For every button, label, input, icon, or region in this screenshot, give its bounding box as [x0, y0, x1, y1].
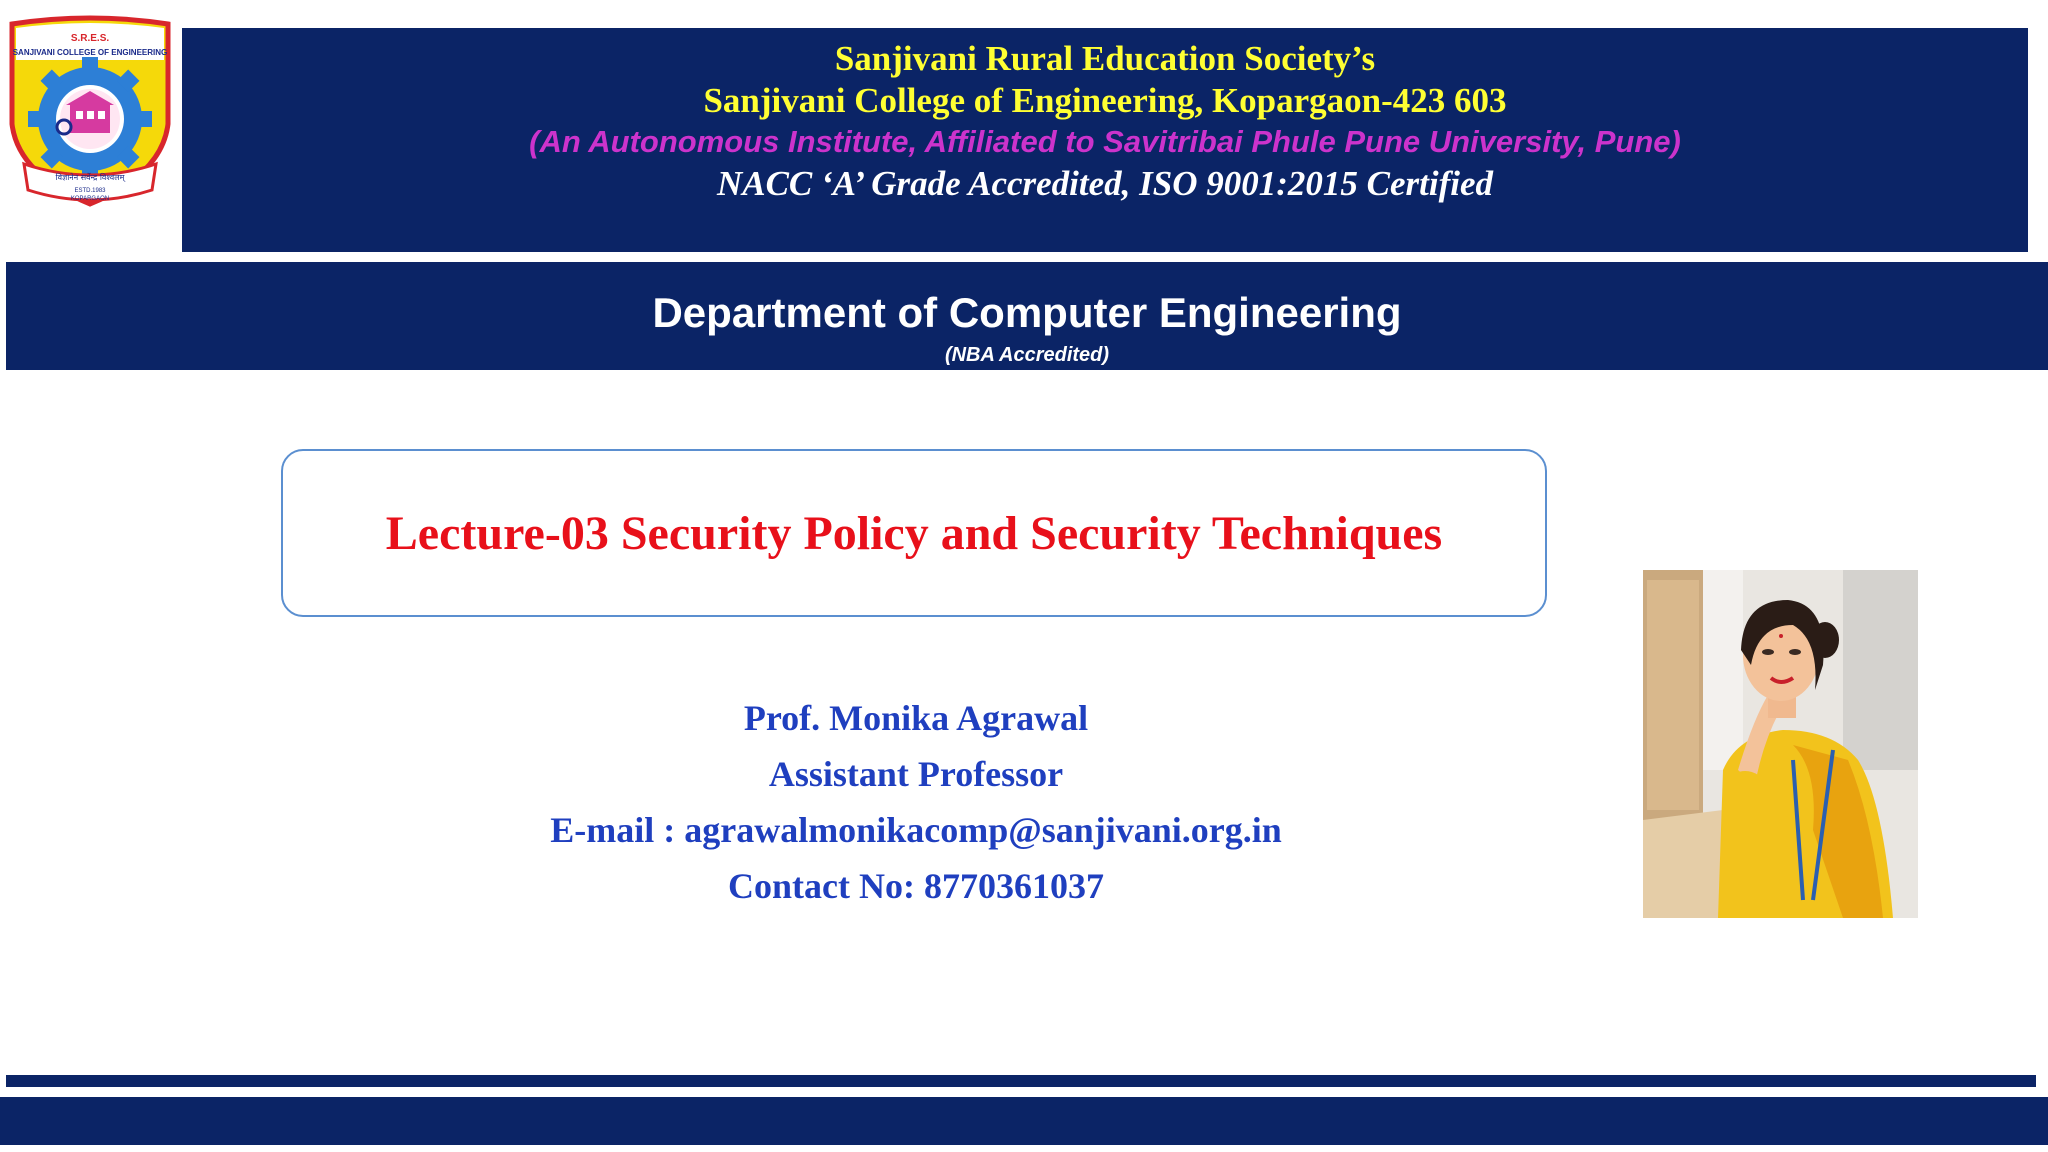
logo-place-text: KOPARGAON — [70, 196, 110, 202]
presenter-email: E-mail : agrawalmonikacomp@sanjivani.org.in — [550, 810, 1282, 850]
presenter-designation: Assistant Professor — [768, 754, 1064, 794]
society-name: Sanjivani Rural Education Society’s — [834, 39, 1376, 78]
college-name: Sanjivani College of Engineering, Kopargaon-423 603 — [703, 81, 1507, 120]
lecture-title-box — [281, 449, 1547, 617]
footer-divider — [6, 1075, 2036, 1087]
presenter-info — [416, 690, 1416, 914]
lecture-title: Lecture-03 Security Policy and Security Techniques — [385, 506, 1443, 560]
presenter-photo — [1643, 570, 1918, 918]
logo-estd-text: ESTD.1983 — [74, 188, 106, 194]
department-title: Department of Computer Engineering — [652, 289, 1402, 336]
affiliation-text: (An Autonomous Institute, Affiliated to Savitribai Phule Pune University, Pune) — [529, 124, 1681, 159]
accreditation-text: NACC ‘A’ Grade Accredited, ISO 9001:2015 Certified — [716, 164, 1494, 203]
header-banner — [182, 28, 2028, 252]
department-subtitle: (NBA Accredited) — [944, 344, 1110, 366]
presenter-contact: Contact No: 8770361037 — [728, 866, 1104, 906]
logo-top-text: S.R.E.S. — [70, 33, 110, 44]
department-banner — [6, 262, 2048, 370]
presenter-name: Prof. Monika Agrawal — [743, 698, 1089, 738]
footer-bar — [0, 1097, 2048, 1145]
logo-name-text: SANJIVANI COLLEGE OF ENGINEERING — [12, 48, 168, 57]
college-crest-icon — [2, 14, 178, 214]
logo-motto-text: विज्ञानेन सर्वेन्द्र विश्वलम् — [55, 173, 125, 182]
